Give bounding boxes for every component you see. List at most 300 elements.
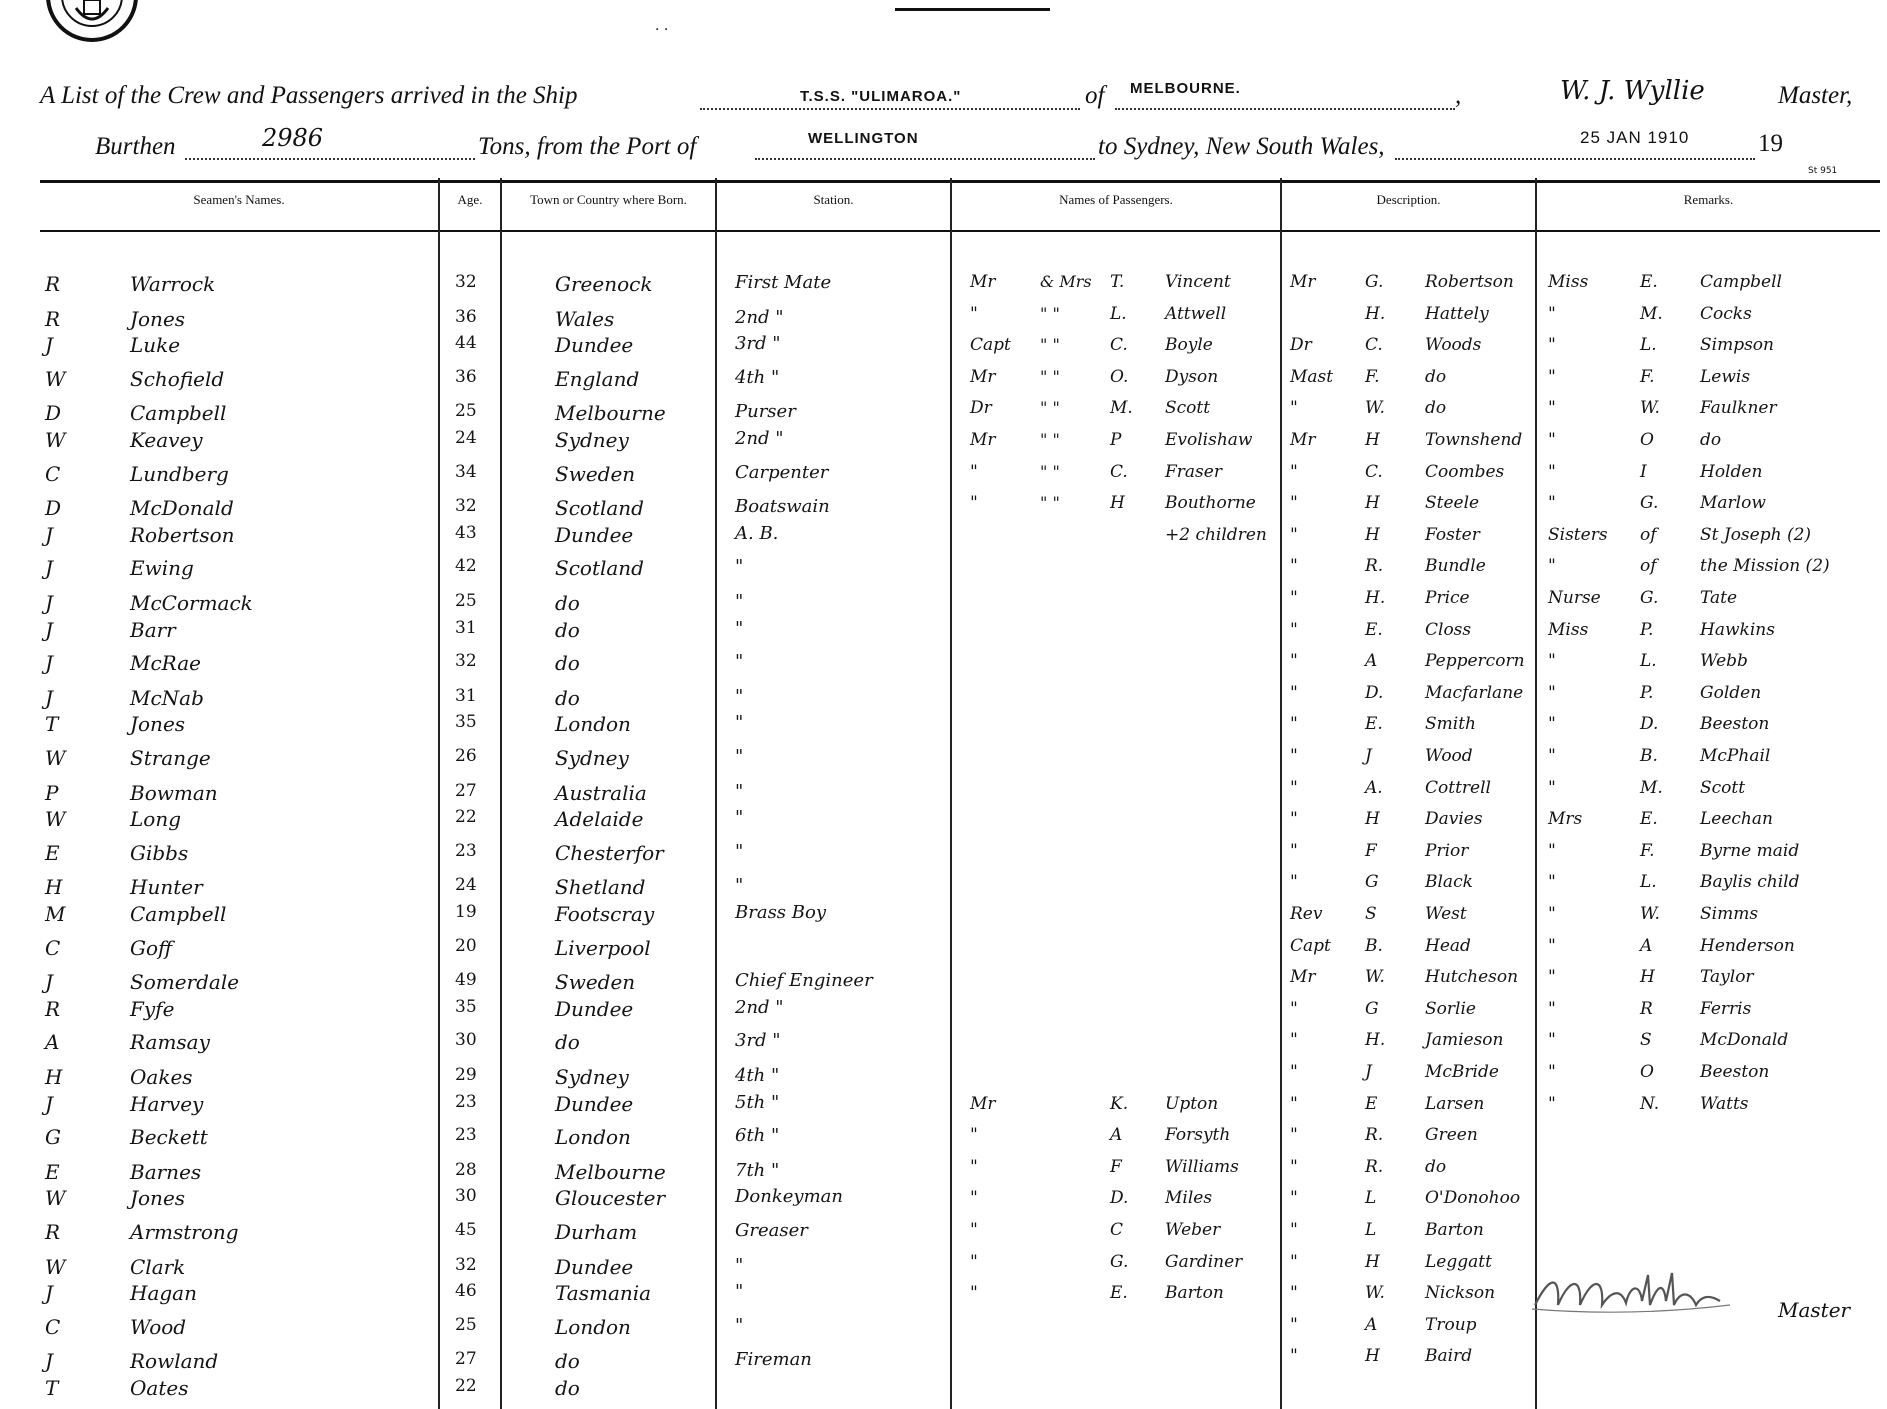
- crew-age: 25: [455, 591, 477, 611]
- crew-birthplace: Dundee: [555, 333, 634, 358]
- remark-surname: Watts: [1700, 1093, 1749, 1114]
- description-surname: Barton: [1425, 1220, 1484, 1240]
- crew-station: Fireman: [735, 1349, 812, 1371]
- remark-surname: Webb: [1700, 651, 1748, 672]
- remark-surname: Hawkins: [1700, 619, 1775, 640]
- description-title: Dr: [1290, 335, 1312, 356]
- description-title: ": [1290, 1062, 1298, 1082]
- crew-surname: Luke: [130, 333, 181, 358]
- passenger-title-suffix: " ": [1040, 335, 1060, 355]
- remark-surname: Holden: [1700, 461, 1763, 482]
- description-title: ": [1290, 1283, 1298, 1304]
- remark-initial: M.: [1640, 777, 1663, 798]
- remark-initial: B.: [1640, 746, 1658, 766]
- passenger-surname: Weber: [1165, 1220, 1221, 1240]
- crew-birthplace: Liverpool: [555, 935, 651, 960]
- crew-birthplace: Wales: [555, 306, 615, 331]
- passenger-initial: H: [1110, 493, 1125, 514]
- description-title: Capt: [1290, 935, 1331, 956]
- column-header-description: Description.: [1376, 192, 1441, 207]
- passenger-initial: C.: [1110, 335, 1128, 356]
- remark-title: ": [1548, 556, 1556, 577]
- crew-station: A. B.: [735, 522, 779, 544]
- remark-initial: L.: [1640, 335, 1657, 356]
- crew-birthplace: Sydney: [555, 746, 629, 770]
- remark-title: ": [1548, 746, 1556, 766]
- crew-initial: J: [45, 1349, 54, 1374]
- crew-birthplace: Sweden: [555, 461, 636, 486]
- description-title: ": [1290, 809, 1298, 830]
- crew-age: 42: [455, 556, 477, 577]
- crew-surname: Campbell: [130, 401, 227, 426]
- crew-age: 32: [455, 496, 477, 517]
- crew-birthplace: Dundee: [555, 522, 634, 547]
- passenger-title-suffix: " ": [1040, 461, 1060, 481]
- crew-birthplace: do: [555, 1349, 580, 1374]
- description-surname: Townshend: [1425, 430, 1523, 450]
- description-initial: C.: [1365, 461, 1383, 482]
- description-title: ": [1290, 398, 1298, 419]
- crew-initial: J: [45, 522, 54, 547]
- remark-title: ": [1548, 1093, 1556, 1114]
- remark-surname: Marlow: [1700, 493, 1766, 514]
- crew-surname: Barnes: [130, 1159, 202, 1184]
- crew-surname: Goff: [130, 935, 173, 960]
- remark-title: Miss: [1548, 619, 1589, 640]
- crew-birthplace: Dundee: [555, 996, 634, 1021]
- description-initial: A.: [1365, 777, 1383, 798]
- crew-age: 23: [455, 1125, 477, 1146]
- remark-surname: Byrne maid: [1700, 840, 1800, 861]
- crew-station: 7th ": [735, 1159, 780, 1181]
- description-initial: W.: [1365, 967, 1385, 988]
- description-surname: Peppercorn: [1425, 651, 1525, 672]
- remark-initial: P.: [1640, 682, 1654, 703]
- passenger-title: Mr: [970, 272, 996, 292]
- port-of-registry: MELBOURNE.: [1130, 80, 1241, 97]
- crew-initial: T: [45, 712, 59, 737]
- description-title: ": [1290, 714, 1298, 735]
- passenger-surname: Miles: [1165, 1188, 1213, 1209]
- description-initial: H: [1365, 493, 1380, 514]
- to-label: to Sydney, New South Wales,: [1098, 133, 1385, 160]
- crew-age: 32: [455, 1254, 477, 1275]
- remark-initial: F.: [1640, 840, 1655, 861]
- description-initial: W.: [1365, 1283, 1385, 1304]
- passenger-title: Mr: [970, 430, 996, 450]
- crew-initial: J: [45, 1091, 54, 1116]
- description-surname: O'Donohoo: [1425, 1188, 1521, 1209]
- description-initial: L: [1365, 1220, 1377, 1240]
- description-initial: E.: [1365, 714, 1383, 735]
- crew-initial: T: [45, 1376, 59, 1400]
- remark-title: ": [1548, 366, 1556, 387]
- description-initial: H: [1365, 1346, 1380, 1367]
- crew-initial: W: [45, 1186, 66, 1211]
- passenger-initial: P: [1110, 430, 1122, 450]
- remark-title: ": [1548, 998, 1556, 1019]
- description-title: Mr: [1290, 272, 1316, 292]
- crew-age: 34: [455, 461, 477, 482]
- signature-role: Master: [1778, 1298, 1851, 1322]
- description-initial: G.: [1365, 272, 1384, 292]
- remark-initial: of: [1640, 556, 1657, 577]
- crew-age: 24: [455, 875, 477, 896]
- remark-surname: Faulkner: [1700, 398, 1777, 419]
- remark-initial: of: [1640, 524, 1657, 545]
- passenger-initial: D.: [1110, 1188, 1129, 1209]
- crew-initial: R: [45, 996, 61, 1021]
- crew-station: 2nd ": [735, 996, 784, 1018]
- remark-surname: Simpson: [1700, 335, 1774, 356]
- description-surname: Price: [1425, 588, 1470, 608]
- column-header-names: Seamen's Names.: [193, 192, 285, 207]
- crew-station: Carpenter: [735, 461, 829, 483]
- description-initial: F.: [1365, 366, 1380, 387]
- crew-station: Purser: [735, 401, 796, 423]
- remark-initial: M.: [1640, 303, 1663, 324]
- master-label: Master,: [1778, 82, 1853, 109]
- crew-initial: R: [45, 1220, 61, 1244]
- remark-title: ": [1548, 493, 1556, 514]
- remark-surname: Tate: [1700, 588, 1738, 608]
- remark-initial: D.: [1640, 714, 1659, 735]
- description-surname: Steele: [1425, 493, 1480, 514]
- description-initial: J: [1365, 1062, 1372, 1082]
- remark-title: ": [1548, 335, 1556, 356]
- passenger-initial: L.: [1110, 303, 1127, 324]
- crew-age: 30: [455, 1030, 477, 1051]
- passenger-surname: Scott: [1165, 398, 1211, 419]
- passenger-surname: Fraser: [1165, 461, 1222, 482]
- crew-surname: Jones: [130, 1186, 186, 1211]
- crew-surname: Barr: [130, 617, 176, 642]
- description-initial: H: [1365, 430, 1380, 450]
- crew-age: 35: [455, 712, 477, 733]
- remark-title: ": [1548, 682, 1556, 703]
- description-initial: R.: [1365, 1156, 1384, 1177]
- passenger-surname: Attwell: [1165, 303, 1227, 324]
- remark-surname: the Mission (2): [1700, 556, 1830, 577]
- remark-initial: H: [1640, 967, 1655, 988]
- crew-initial: E: [45, 840, 60, 865]
- description-surname: Davies: [1425, 809, 1483, 830]
- description-title: Mr: [1290, 967, 1316, 988]
- description-surname: Larsen: [1425, 1093, 1485, 1114]
- description-title: ": [1290, 524, 1298, 545]
- crew-surname: Campbell: [130, 902, 227, 926]
- passenger-title: ": [970, 1156, 978, 1177]
- remark-title: Miss: [1548, 272, 1589, 292]
- remark-initial: G.: [1640, 588, 1659, 608]
- description-title: ": [1290, 1093, 1298, 1114]
- description-surname: Jamieson: [1425, 1030, 1504, 1051]
- crew-initial: C: [45, 1314, 61, 1339]
- crew-initial: W: [45, 428, 66, 452]
- tons-value: 2986: [262, 124, 324, 152]
- description-initial: R.: [1365, 1125, 1384, 1146]
- description-surname: Woods: [1425, 335, 1482, 356]
- crew-age: 19: [455, 902, 477, 922]
- description-title: ": [1290, 1156, 1298, 1177]
- remark-title: ": [1548, 840, 1556, 861]
- crew-initial: W: [45, 1254, 66, 1279]
- remark-surname: Leechan: [1700, 809, 1773, 830]
- description-surname: Head: [1425, 935, 1471, 956]
- crew-birthplace: do: [555, 617, 580, 642]
- description-surname: Wood: [1425, 746, 1473, 766]
- comma-mark: ,: [1455, 82, 1462, 109]
- crew-birthplace: Adelaide: [555, 807, 644, 832]
- description-initial: L: [1365, 1188, 1377, 1209]
- remark-surname: McPhail: [1700, 746, 1771, 766]
- passenger-initial: A: [1110, 1125, 1123, 1146]
- crew-station: 6th ": [735, 1125, 780, 1147]
- remark-initial: A: [1640, 935, 1653, 956]
- crew-station: 2nd ": [735, 306, 784, 328]
- column-header-station: Station.: [813, 192, 854, 207]
- description-title: ": [1290, 777, 1298, 798]
- crew-surname: Warrock: [130, 272, 216, 296]
- crew-age: 32: [455, 651, 477, 672]
- crew-station: ": [735, 1314, 744, 1336]
- crew-birthplace: England: [555, 366, 640, 391]
- remark-initial: I: [1640, 461, 1647, 482]
- crew-initial: J: [45, 970, 54, 995]
- year-suffix: 19: [1758, 130, 1783, 157]
- crew-surname: Jones: [130, 712, 186, 737]
- crew-age: 31: [455, 617, 477, 638]
- crew-surname: Bowman: [130, 780, 218, 805]
- crew-initial: G: [45, 1125, 61, 1150]
- remark-initial: L.: [1640, 872, 1657, 893]
- crew-birthplace: London: [555, 1314, 631, 1339]
- crew-station: Greaser: [735, 1220, 808, 1241]
- remark-title: ": [1548, 398, 1556, 419]
- crew-birthplace: Sydney: [555, 1065, 629, 1089]
- passenger-surname: Gardiner: [1165, 1251, 1243, 1272]
- remark-title: ": [1548, 430, 1556, 450]
- description-surname: Hattely: [1425, 303, 1489, 324]
- description-initial: H: [1365, 809, 1380, 830]
- crew-surname: Hagan: [130, 1281, 197, 1306]
- description-surname: Coombes: [1425, 461, 1505, 482]
- crew-station: 5th ": [735, 1091, 780, 1113]
- crew-surname: Gibbs: [130, 840, 189, 865]
- crew-station: ": [735, 712, 744, 734]
- crew-birthplace: Sweden: [555, 970, 636, 995]
- crew-birthplace: Scotland: [555, 496, 644, 521]
- of-label: of: [1085, 82, 1105, 109]
- remark-initial: O: [1640, 430, 1654, 450]
- description-title: Mast: [1290, 366, 1334, 387]
- crew-age: 28: [455, 1159, 477, 1180]
- remark-title: Nurse: [1548, 588, 1601, 608]
- remark-initial: P.: [1640, 619, 1654, 640]
- remark-initial: L.: [1640, 651, 1657, 672]
- crew-age: 23: [455, 1091, 477, 1112]
- description-surname: Macfarlane: [1425, 682, 1524, 703]
- remark-title: ": [1548, 651, 1556, 672]
- crew-initial: J: [45, 333, 54, 358]
- remark-title: ": [1548, 303, 1556, 324]
- passenger-surname: Williams: [1165, 1156, 1239, 1177]
- crew-birthplace: Gloucester: [555, 1186, 666, 1211]
- crew-station: Brass Boy: [735, 902, 826, 923]
- description-surname: Smith: [1425, 714, 1476, 735]
- remark-title: ": [1548, 777, 1556, 798]
- passenger-title: ": [970, 461, 978, 482]
- passenger-title-suffix: " ": [1040, 430, 1060, 449]
- crew-surname: Oates: [130, 1376, 189, 1400]
- description-surname: Green: [1425, 1125, 1478, 1146]
- crew-initial: W: [45, 366, 66, 391]
- crew-station: ": [735, 875, 744, 897]
- crew-birthplace: Tasmania: [555, 1281, 652, 1306]
- crew-age: 46: [455, 1281, 477, 1302]
- description-surname: Hutcheson: [1425, 967, 1519, 988]
- description-surname: Nickson: [1425, 1283, 1496, 1304]
- crew-birthplace: Australia: [555, 780, 647, 805]
- crew-initial: W: [45, 746, 66, 770]
- crew-age: 36: [455, 306, 477, 327]
- crew-initial: J: [45, 556, 54, 581]
- crew-birthplace: Melbourne: [555, 1159, 666, 1184]
- description-title: ": [1290, 1346, 1298, 1367]
- remark-surname: do: [1700, 430, 1722, 450]
- crew-birthplace: do: [555, 651, 580, 676]
- description-surname: Troup: [1425, 1314, 1477, 1335]
- remark-surname: Campbell: [1700, 272, 1782, 292]
- remark-surname: Simms: [1700, 904, 1759, 924]
- passenger-initial: G.: [1110, 1251, 1129, 1272]
- crew-age: 45: [455, 1220, 477, 1240]
- description-surname: Baird: [1425, 1346, 1473, 1367]
- crew-initial: C: [45, 935, 61, 960]
- crew-station: 4th ": [735, 366, 780, 388]
- crew-age: 29: [455, 1065, 477, 1085]
- crew-station: 2nd ": [735, 428, 784, 449]
- crew-surname: Beckett: [130, 1125, 208, 1150]
- crew-surname: McDonald: [130, 496, 234, 521]
- description-title: ": [1290, 1220, 1298, 1240]
- passenger-surname: Barton: [1165, 1283, 1224, 1304]
- description-title: ": [1290, 746, 1298, 766]
- passenger-title: Mr: [970, 1093, 996, 1114]
- crew-age: 25: [455, 1314, 477, 1335]
- description-initial: A: [1365, 651, 1378, 672]
- crew-age: 43: [455, 522, 477, 543]
- crew-birthplace: Greenock: [555, 272, 653, 296]
- description-title: ": [1290, 556, 1298, 577]
- crew-surname: Ewing: [130, 556, 194, 581]
- remark-title: Mrs: [1548, 809, 1583, 830]
- passenger-surname: Forsyth: [1165, 1125, 1231, 1146]
- description-title: Mr: [1290, 430, 1316, 450]
- crew-birthplace: Dundee: [555, 1254, 634, 1279]
- crew-initial: P: [45, 780, 59, 805]
- passenger-surname: Vincent: [1165, 272, 1231, 292]
- crew-initial: J: [45, 591, 54, 615]
- description-title: ": [1290, 651, 1298, 672]
- crew-age: 23: [455, 840, 477, 861]
- crew-age: 30: [455, 1186, 477, 1207]
- crew-initial: W: [45, 807, 66, 832]
- passenger-title: ": [970, 1283, 978, 1304]
- crew-surname: Rowland: [130, 1349, 219, 1374]
- description-initial: C.: [1365, 335, 1383, 356]
- crew-age: 27: [455, 1349, 477, 1370]
- passenger-title: ": [970, 1220, 978, 1240]
- crew-birthplace: London: [555, 1125, 631, 1150]
- passenger-title: ": [970, 493, 978, 514]
- description-surname: Closs: [1425, 619, 1472, 640]
- crew-birthplace: London: [555, 712, 631, 737]
- crew-age: 32: [455, 272, 477, 292]
- crew-age: 44: [455, 333, 477, 354]
- crew-station: ": [735, 651, 744, 673]
- description-surname: Bundle: [1425, 556, 1486, 577]
- crew-birthplace: Scotland: [555, 556, 644, 581]
- description-title: ": [1290, 998, 1298, 1019]
- crew-initial: J: [45, 617, 54, 642]
- description-title: ": [1290, 682, 1298, 703]
- crew-age: 35: [455, 996, 477, 1017]
- remark-surname: Scott: [1700, 777, 1746, 798]
- column-header-born: Town or Country where Born.: [530, 192, 687, 207]
- passenger-surname: +2 children: [1165, 524, 1267, 545]
- description-title: ": [1290, 872, 1298, 893]
- burthen-label: Burthen: [95, 133, 176, 160]
- crew-age: 49: [455, 970, 477, 991]
- description-initial: G: [1365, 872, 1379, 893]
- crew-surname: Fyfe: [130, 996, 175, 1021]
- passenger-title-suffix: " ": [1040, 366, 1060, 386]
- crew-age: 22: [455, 1376, 477, 1396]
- passenger-initial: K.: [1110, 1093, 1129, 1114]
- description-initial: H.: [1365, 1030, 1386, 1051]
- crew-initial: A: [45, 1030, 60, 1055]
- crew-initial: J: [45, 1281, 54, 1306]
- passenger-initial: C: [1110, 1220, 1124, 1240]
- description-initial: E: [1365, 1093, 1378, 1114]
- passenger-surname: Bouthorne: [1165, 493, 1256, 514]
- remark-surname: Cocks: [1700, 303, 1752, 324]
- column-header-age: Age.: [457, 192, 483, 207]
- crew-surname: Oakes: [130, 1065, 193, 1089]
- crew-surname: Schofield: [130, 366, 225, 391]
- crew-birthplace: do: [555, 1030, 580, 1055]
- column-header-remarks: Remarks.: [1683, 192, 1734, 207]
- description-surname: Cottrell: [1425, 777, 1491, 798]
- crew-birthplace: Footscray: [555, 902, 655, 926]
- remark-surname: Beeston: [1700, 1062, 1770, 1082]
- crew-surname: McRae: [130, 651, 201, 676]
- remark-initial: W.: [1640, 398, 1660, 419]
- crew-initial: J: [45, 685, 54, 710]
- crew-initial: R: [45, 306, 61, 331]
- description-title: ": [1290, 840, 1298, 861]
- arrival-date: 25 JAN 1910: [1580, 128, 1690, 147]
- crew-station: ": [735, 780, 744, 802]
- description-initial: H.: [1365, 303, 1386, 324]
- crew-initial: E: [45, 1159, 60, 1184]
- remark-surname: Golden: [1700, 682, 1762, 703]
- column-header-passengers: Names of Passengers.: [1059, 192, 1173, 207]
- remark-initial: E.: [1640, 809, 1658, 830]
- crew-birthplace: do: [555, 685, 580, 710]
- description-initial: F: [1365, 840, 1377, 861]
